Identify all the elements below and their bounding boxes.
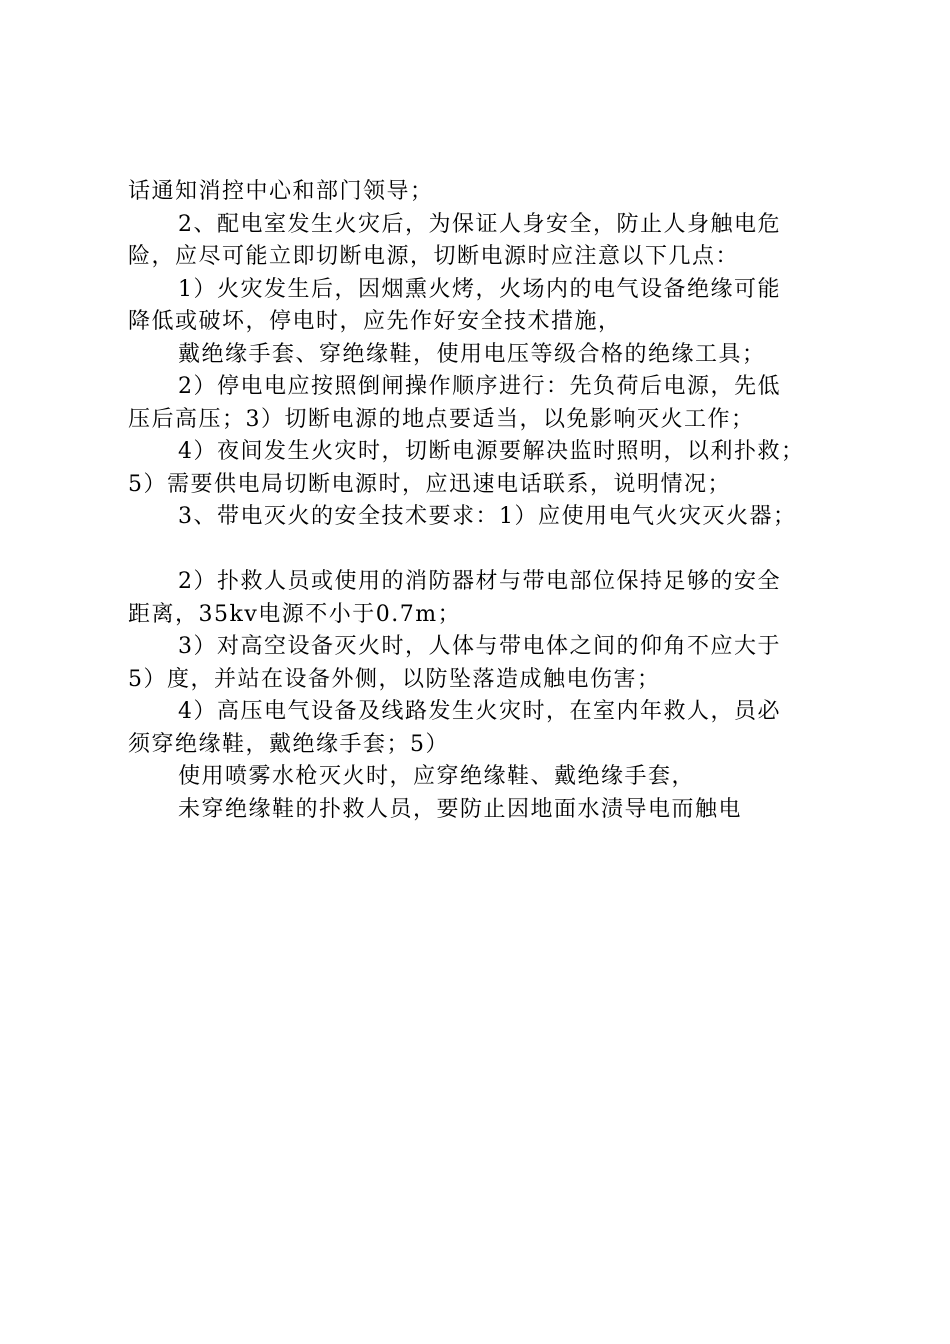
- blank-line: [128, 534, 848, 567]
- text-line: 3、带电灭火的安全技术要求：1）应使用电气火灾灭火器；: [178, 504, 797, 529]
- document-body: [128, 176, 848, 826]
- text-line: 未穿绝缘鞋的扑救人员，要防止因地面水渍导电而触电: [178, 796, 743, 822]
- text-line: 须穿绝缘鞋，戴绝缘手套；5）: [128, 731, 449, 757]
- text-line: 2、配电室发生火灾后，为保证人身安全，防止人身触电危: [178, 211, 781, 237]
- text-line: 降低或破坏，停电时，应先作好安全技术措施，: [128, 309, 622, 334]
- text-line: 3）对高空设备灭火时，人体与带电体之间的仰角不应大于: [178, 634, 781, 659]
- text-line: 2）扑救人员或使用的消防器材与带电部位保持足够的安全: [178, 569, 781, 594]
- text-line: 使用喷雾水枪灭火时，应穿绝缘鞋、戴绝缘手套，: [178, 764, 696, 789]
- text-line: 2）停电电应按照倒闸操作顺序进行：先负荷后电源，先低: [178, 374, 781, 399]
- text-line: 4）夜间发生火灾时，切断电源要解决监时照明，以利扑救；: [178, 439, 805, 464]
- text-line: 话通知消控中心和部门领导；: [128, 179, 434, 204]
- text-line: 距离，35kv电源不小于0.7m；: [128, 601, 462, 627]
- text-line: 4）高压电气设备及线路发生火灾时，在室内年救人，员必: [178, 699, 781, 724]
- text-line: 5）度，并站在设备外侧，以防坠落造成触电伤害；: [128, 666, 661, 692]
- text-line: 险，应尽可能立即切断电源，切断电源时应注意以下几点：: [128, 244, 740, 269]
- text-line: 1）火灾发生后，因烟熏火烤，火场内的电气设备绝缘可能: [178, 276, 781, 302]
- text-line: 戴绝缘手套、穿绝缘鞋，使用电压等级合格的绝缘工具；: [178, 341, 766, 367]
- text-line: 压后高压；3）切断电源的地点要适当，以免影响灭火工作；: [128, 406, 755, 432]
- text-line: 5）需要供电局切断电源时，应迅速电话联系，说明情况；: [128, 471, 731, 497]
